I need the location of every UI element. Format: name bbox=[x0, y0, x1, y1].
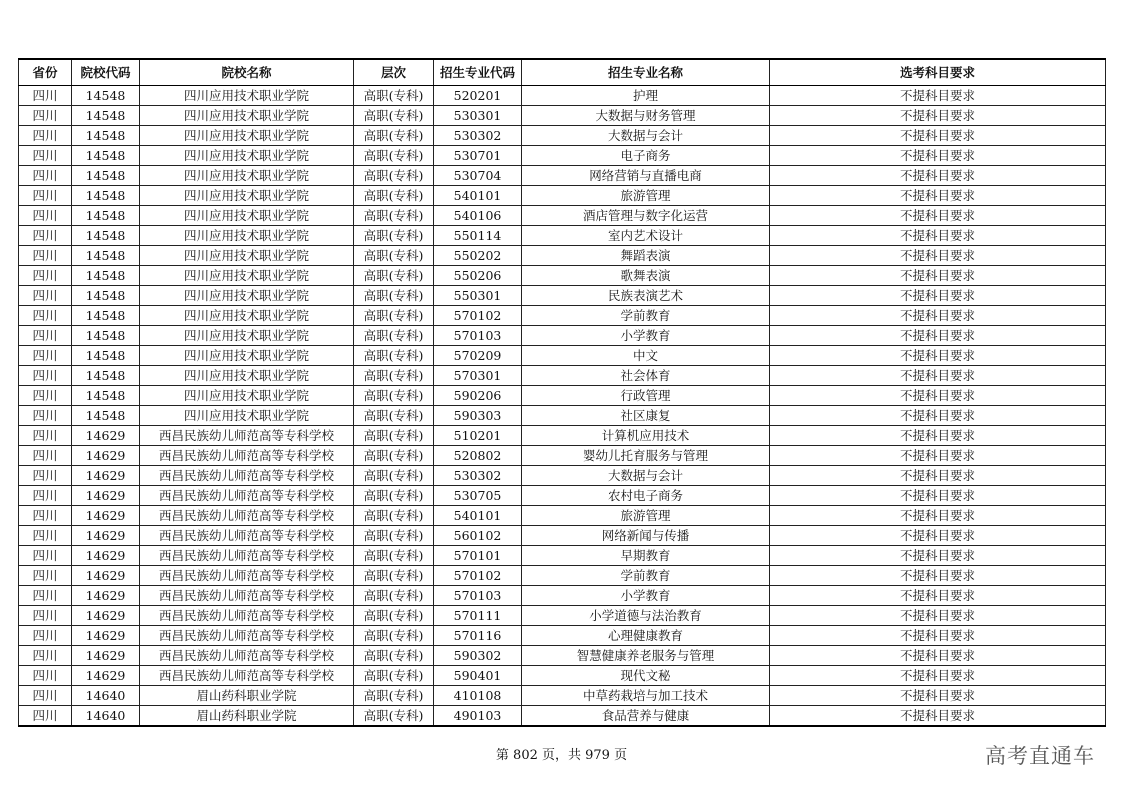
cell-province: 四川 bbox=[19, 86, 72, 106]
cell-school-code: 14629 bbox=[72, 486, 140, 506]
admission-table bbox=[18, 58, 1106, 727]
cell-school-code: 14548 bbox=[72, 386, 140, 406]
cell-school-code: 14548 bbox=[72, 286, 140, 306]
cell-major-code: 570103 bbox=[434, 326, 522, 346]
cell-major-code: 570116 bbox=[434, 626, 522, 646]
cell-school-code: 14640 bbox=[72, 706, 140, 727]
cell-subject-requirement: 不提科目要求 bbox=[770, 346, 1106, 366]
cell-school-name: 四川应用技术职业学院 bbox=[140, 366, 354, 386]
cell-school-name: 四川应用技术职业学院 bbox=[140, 266, 354, 286]
table-row bbox=[19, 206, 1106, 226]
table-row bbox=[19, 426, 1106, 446]
cell-major-code: 570209 bbox=[434, 346, 522, 366]
cell-subject-requirement: 不提科目要求 bbox=[770, 406, 1106, 426]
cell-school-code: 14629 bbox=[72, 586, 140, 606]
cell-province: 四川 bbox=[19, 286, 72, 306]
cell-province: 四川 bbox=[19, 706, 72, 727]
cell-school-name: 西昌民族幼儿师范高等专科学校 bbox=[140, 506, 354, 526]
cell-school-code: 14548 bbox=[72, 106, 140, 126]
table-row bbox=[19, 646, 1106, 666]
cell-school-code: 14548 bbox=[72, 306, 140, 326]
cell-major-code: 570111 bbox=[434, 606, 522, 626]
cell-major-code: 540101 bbox=[434, 506, 522, 526]
cell-major-code: 510201 bbox=[434, 426, 522, 446]
cell-level: 高职(专科) bbox=[354, 106, 434, 126]
cell-province: 四川 bbox=[19, 146, 72, 166]
cell-school-name: 四川应用技术职业学院 bbox=[140, 346, 354, 366]
cell-school-name: 眉山药科职业学院 bbox=[140, 706, 354, 727]
cell-major-code: 570301 bbox=[434, 366, 522, 386]
table-row bbox=[19, 706, 1106, 727]
cell-major-name: 民族表演艺术 bbox=[522, 286, 770, 306]
cell-level: 高职(专科) bbox=[354, 646, 434, 666]
cell-school-name: 西昌民族幼儿师范高等专科学校 bbox=[140, 626, 354, 646]
cell-major-code: 530302 bbox=[434, 126, 522, 146]
cell-level: 高职(专科) bbox=[354, 266, 434, 286]
cell-major-name: 计算机应用技术 bbox=[522, 426, 770, 446]
cell-major-name: 网络新闻与传播 bbox=[522, 526, 770, 546]
cell-school-name: 西昌民族幼儿师范高等专科学校 bbox=[140, 486, 354, 506]
cell-province: 四川 bbox=[19, 326, 72, 346]
table-row bbox=[19, 486, 1106, 506]
cell-major-name: 食品营养与健康 bbox=[522, 706, 770, 727]
cell-school-name: 四川应用技术职业学院 bbox=[140, 226, 354, 246]
cell-level: 高职(专科) bbox=[354, 166, 434, 186]
table-row bbox=[19, 446, 1106, 466]
cell-school-name: 西昌民族幼儿师范高等专科学校 bbox=[140, 546, 354, 566]
cell-school-name: 四川应用技术职业学院 bbox=[140, 166, 354, 186]
cell-major-name: 早期教育 bbox=[522, 546, 770, 566]
cell-school-name: 西昌民族幼儿师范高等专科学校 bbox=[140, 586, 354, 606]
cell-major-code: 540106 bbox=[434, 206, 522, 226]
cell-level: 高职(专科) bbox=[354, 686, 434, 706]
cell-level: 高职(专科) bbox=[354, 246, 434, 266]
cell-level: 高职(专科) bbox=[354, 406, 434, 426]
cell-major-name: 心理健康教育 bbox=[522, 626, 770, 646]
cell-major-code: 560102 bbox=[434, 526, 522, 546]
cell-major-code: 590401 bbox=[434, 666, 522, 686]
cell-major-name: 护理 bbox=[522, 86, 770, 106]
cell-level: 高职(专科) bbox=[354, 466, 434, 486]
cell-level: 高职(专科) bbox=[354, 486, 434, 506]
cell-major-code: 570103 bbox=[434, 586, 522, 606]
cell-level: 高职(专科) bbox=[354, 706, 434, 727]
cell-school-name: 西昌民族幼儿师范高等专科学校 bbox=[140, 606, 354, 626]
cell-major-name: 大数据与财务管理 bbox=[522, 106, 770, 126]
cell-level: 高职(专科) bbox=[354, 86, 434, 106]
cell-province: 四川 bbox=[19, 566, 72, 586]
cell-province: 四川 bbox=[19, 486, 72, 506]
cell-major-code: 550114 bbox=[434, 226, 522, 246]
cell-subject-requirement: 不提科目要求 bbox=[770, 446, 1106, 466]
cell-major-code: 590206 bbox=[434, 386, 522, 406]
cell-major-name: 室内艺术设计 bbox=[522, 226, 770, 246]
cell-school-code: 14548 bbox=[72, 326, 140, 346]
cell-school-code: 14629 bbox=[72, 626, 140, 646]
cell-province: 四川 bbox=[19, 586, 72, 606]
cell-school-name: 西昌民族幼儿师范高等专科学校 bbox=[140, 446, 354, 466]
cell-major-name: 大数据与会计 bbox=[522, 466, 770, 486]
table-row bbox=[19, 566, 1106, 586]
header-school-code: 院校代码 bbox=[72, 59, 140, 86]
cell-subject-requirement: 不提科目要求 bbox=[770, 526, 1106, 546]
cell-major-name: 歌舞表演 bbox=[522, 266, 770, 286]
table-row bbox=[19, 386, 1106, 406]
watermark-logo: 高考直通车 bbox=[985, 744, 1095, 768]
cell-major-name: 学前教育 bbox=[522, 306, 770, 326]
cell-school-code: 14548 bbox=[72, 186, 140, 206]
cell-school-code: 14629 bbox=[72, 426, 140, 446]
cell-school-code: 14548 bbox=[72, 166, 140, 186]
cell-subject-requirement: 不提科目要求 bbox=[770, 546, 1106, 566]
cell-province: 四川 bbox=[19, 426, 72, 446]
cell-major-name: 小学教育 bbox=[522, 326, 770, 346]
cell-school-code: 14548 bbox=[72, 206, 140, 226]
cell-major-code: 590303 bbox=[434, 406, 522, 426]
cell-school-name: 四川应用技术职业学院 bbox=[140, 126, 354, 146]
table-row bbox=[19, 606, 1106, 626]
table-row bbox=[19, 326, 1106, 346]
cell-school-name: 四川应用技术职业学院 bbox=[140, 206, 354, 226]
cell-school-code: 14548 bbox=[72, 226, 140, 246]
cell-major-code: 570102 bbox=[434, 566, 522, 586]
table-row bbox=[19, 466, 1106, 486]
cell-province: 四川 bbox=[19, 666, 72, 686]
cell-major-code: 520802 bbox=[434, 446, 522, 466]
cell-level: 高职(专科) bbox=[354, 186, 434, 206]
cell-subject-requirement: 不提科目要求 bbox=[770, 626, 1106, 646]
cell-major-name: 旅游管理 bbox=[522, 506, 770, 526]
cell-major-name: 中草药栽培与加工技术 bbox=[522, 686, 770, 706]
cell-subject-requirement: 不提科目要求 bbox=[770, 366, 1106, 386]
table-row bbox=[19, 186, 1106, 206]
cell-major-name: 大数据与会计 bbox=[522, 126, 770, 146]
cell-school-code: 14640 bbox=[72, 686, 140, 706]
cell-subject-requirement: 不提科目要求 bbox=[770, 126, 1106, 146]
cell-major-name: 农村电子商务 bbox=[522, 486, 770, 506]
cell-major-name: 酒店管理与数字化运营 bbox=[522, 206, 770, 226]
cell-level: 高职(专科) bbox=[354, 146, 434, 166]
cell-school-code: 14629 bbox=[72, 506, 140, 526]
cell-school-code: 14548 bbox=[72, 126, 140, 146]
cell-school-code: 14548 bbox=[72, 346, 140, 366]
table-row bbox=[19, 86, 1106, 106]
cell-school-name: 四川应用技术职业学院 bbox=[140, 386, 354, 406]
cell-school-name: 四川应用技术职业学院 bbox=[140, 186, 354, 206]
cell-major-name: 中文 bbox=[522, 346, 770, 366]
cell-school-code: 14629 bbox=[72, 606, 140, 626]
cell-level: 高职(专科) bbox=[354, 386, 434, 406]
cell-province: 四川 bbox=[19, 186, 72, 206]
cell-major-code: 530701 bbox=[434, 146, 522, 166]
table-row bbox=[19, 666, 1106, 686]
cell-school-code: 14548 bbox=[72, 246, 140, 266]
cell-subject-requirement: 不提科目要求 bbox=[770, 246, 1106, 266]
table-row bbox=[19, 126, 1106, 146]
cell-major-code: 570101 bbox=[434, 546, 522, 566]
cell-level: 高职(专科) bbox=[354, 286, 434, 306]
header-row bbox=[19, 59, 1106, 86]
table-row bbox=[19, 166, 1106, 186]
cell-major-name: 小学教育 bbox=[522, 586, 770, 606]
cell-school-code: 14629 bbox=[72, 566, 140, 586]
table-body bbox=[19, 86, 1106, 727]
cell-major-name: 旅游管理 bbox=[522, 186, 770, 206]
cell-major-code: 550301 bbox=[434, 286, 522, 306]
cell-level: 高职(专科) bbox=[354, 426, 434, 446]
cell-province: 四川 bbox=[19, 446, 72, 466]
cell-subject-requirement: 不提科目要求 bbox=[770, 206, 1106, 226]
header-school-name: 院校名称 bbox=[140, 59, 354, 86]
table-row bbox=[19, 226, 1106, 246]
table-row bbox=[19, 626, 1106, 646]
cell-major-name: 学前教育 bbox=[522, 566, 770, 586]
cell-province: 四川 bbox=[19, 166, 72, 186]
cell-level: 高职(专科) bbox=[354, 506, 434, 526]
cell-major-name: 舞蹈表演 bbox=[522, 246, 770, 266]
cell-major-code: 410108 bbox=[434, 686, 522, 706]
cell-school-name: 四川应用技术职业学院 bbox=[140, 286, 354, 306]
cell-major-name: 婴幼儿托育服务与管理 bbox=[522, 446, 770, 466]
cell-school-code: 14629 bbox=[72, 646, 140, 666]
cell-school-code: 14629 bbox=[72, 526, 140, 546]
cell-level: 高职(专科) bbox=[354, 346, 434, 366]
cell-subject-requirement: 不提科目要求 bbox=[770, 606, 1106, 626]
cell-province: 四川 bbox=[19, 606, 72, 626]
cell-level: 高职(专科) bbox=[354, 666, 434, 686]
cell-school-name: 西昌民族幼儿师范高等专科学校 bbox=[140, 646, 354, 666]
cell-school-name: 西昌民族幼儿师范高等专科学校 bbox=[140, 566, 354, 586]
cell-major-name: 现代文秘 bbox=[522, 666, 770, 686]
cell-subject-requirement: 不提科目要求 bbox=[770, 386, 1106, 406]
cell-school-name: 四川应用技术职业学院 bbox=[140, 306, 354, 326]
cell-province: 四川 bbox=[19, 386, 72, 406]
cell-subject-requirement: 不提科目要求 bbox=[770, 286, 1106, 306]
cell-level: 高职(专科) bbox=[354, 546, 434, 566]
cell-level: 高职(专科) bbox=[354, 366, 434, 386]
cell-school-code: 14548 bbox=[72, 266, 140, 286]
cell-level: 高职(专科) bbox=[354, 306, 434, 326]
cell-school-name: 四川应用技术职业学院 bbox=[140, 246, 354, 266]
cell-province: 四川 bbox=[19, 526, 72, 546]
table-row bbox=[19, 106, 1106, 126]
cell-school-name: 西昌民族幼儿师范高等专科学校 bbox=[140, 666, 354, 686]
table-row bbox=[19, 686, 1106, 706]
cell-level: 高职(专科) bbox=[354, 586, 434, 606]
table-row bbox=[19, 586, 1106, 606]
cell-school-name: 西昌民族幼儿师范高等专科学校 bbox=[140, 426, 354, 446]
table-row bbox=[19, 246, 1106, 266]
header-level: 层次 bbox=[354, 59, 434, 86]
cell-province: 四川 bbox=[19, 126, 72, 146]
cell-subject-requirement: 不提科目要求 bbox=[770, 326, 1106, 346]
cell-province: 四川 bbox=[19, 626, 72, 646]
cell-major-code: 520201 bbox=[434, 86, 522, 106]
page-number: 第 802 页，共 979 页 bbox=[495, 748, 628, 763]
table-row bbox=[19, 546, 1106, 566]
table-row bbox=[19, 266, 1106, 286]
cell-subject-requirement: 不提科目要求 bbox=[770, 486, 1106, 506]
table-row bbox=[19, 346, 1106, 366]
cell-subject-requirement: 不提科目要求 bbox=[770, 166, 1106, 186]
cell-subject-requirement: 不提科目要求 bbox=[770, 666, 1106, 686]
cell-subject-requirement: 不提科目要求 bbox=[770, 686, 1106, 706]
cell-school-name: 四川应用技术职业学院 bbox=[140, 406, 354, 426]
cell-subject-requirement: 不提科目要求 bbox=[770, 426, 1106, 446]
cell-major-name: 社会体育 bbox=[522, 366, 770, 386]
cell-school-code: 14548 bbox=[72, 146, 140, 166]
cell-school-code: 14548 bbox=[72, 406, 140, 426]
cell-major-code: 540101 bbox=[434, 186, 522, 206]
cell-subject-requirement: 不提科目要求 bbox=[770, 466, 1106, 486]
cell-major-code: 530301 bbox=[434, 106, 522, 126]
header-major-name: 招生专业名称 bbox=[522, 59, 770, 86]
table-row bbox=[19, 526, 1106, 546]
cell-school-code: 14548 bbox=[72, 366, 140, 386]
cell-level: 高职(专科) bbox=[354, 606, 434, 626]
cell-level: 高职(专科) bbox=[354, 626, 434, 646]
cell-major-code: 550202 bbox=[434, 246, 522, 266]
table-row bbox=[19, 146, 1106, 166]
header-province: 省份 bbox=[19, 59, 72, 86]
cell-school-name: 西昌民族幼儿师范高等专科学校 bbox=[140, 466, 354, 486]
cell-level: 高职(专科) bbox=[354, 326, 434, 346]
table-header bbox=[19, 59, 1106, 86]
cell-school-code: 14629 bbox=[72, 446, 140, 466]
cell-subject-requirement: 不提科目要求 bbox=[770, 506, 1106, 526]
cell-school-code: 14548 bbox=[72, 86, 140, 106]
cell-subject-requirement: 不提科目要求 bbox=[770, 266, 1106, 286]
cell-major-code: 490103 bbox=[434, 706, 522, 727]
cell-level: 高职(专科) bbox=[354, 446, 434, 466]
cell-province: 四川 bbox=[19, 406, 72, 426]
header-subject-requirement: 选考科目要求 bbox=[770, 59, 1106, 86]
cell-major-name: 网络营销与直播电商 bbox=[522, 166, 770, 186]
cell-major-name: 小学道德与法治教育 bbox=[522, 606, 770, 626]
cell-level: 高职(专科) bbox=[354, 526, 434, 546]
table-row bbox=[19, 306, 1106, 326]
cell-school-name: 四川应用技术职业学院 bbox=[140, 86, 354, 106]
cell-subject-requirement: 不提科目要求 bbox=[770, 106, 1106, 126]
cell-province: 四川 bbox=[19, 686, 72, 706]
cell-school-name: 四川应用技术职业学院 bbox=[140, 106, 354, 126]
cell-province: 四川 bbox=[19, 266, 72, 286]
cell-school-code: 14629 bbox=[72, 466, 140, 486]
table-row bbox=[19, 366, 1106, 386]
cell-province: 四川 bbox=[19, 366, 72, 386]
cell-major-code: 570102 bbox=[434, 306, 522, 326]
cell-major-name: 社区康复 bbox=[522, 406, 770, 426]
cell-subject-requirement: 不提科目要求 bbox=[770, 646, 1106, 666]
cell-province: 四川 bbox=[19, 466, 72, 486]
cell-major-code: 590302 bbox=[434, 646, 522, 666]
cell-province: 四川 bbox=[19, 206, 72, 226]
cell-subject-requirement: 不提科目要求 bbox=[770, 86, 1106, 106]
cell-subject-requirement: 不提科目要求 bbox=[770, 706, 1106, 727]
cell-province: 四川 bbox=[19, 346, 72, 366]
cell-level: 高职(专科) bbox=[354, 566, 434, 586]
cell-subject-requirement: 不提科目要求 bbox=[770, 306, 1106, 326]
cell-major-name: 智慧健康养老服务与管理 bbox=[522, 646, 770, 666]
cell-province: 四川 bbox=[19, 306, 72, 326]
cell-school-name: 四川应用技术职业学院 bbox=[140, 326, 354, 346]
cell-subject-requirement: 不提科目要求 bbox=[770, 146, 1106, 166]
cell-school-code: 14629 bbox=[72, 546, 140, 566]
cell-school-name: 西昌民族幼儿师范高等专科学校 bbox=[140, 526, 354, 546]
cell-major-code: 530302 bbox=[434, 466, 522, 486]
cell-province: 四川 bbox=[19, 506, 72, 526]
cell-major-code: 530705 bbox=[434, 486, 522, 506]
cell-major-code: 550206 bbox=[434, 266, 522, 286]
cell-subject-requirement: 不提科目要求 bbox=[770, 566, 1106, 586]
cell-major-code: 530704 bbox=[434, 166, 522, 186]
cell-province: 四川 bbox=[19, 246, 72, 266]
header-major-code: 招生专业代码 bbox=[434, 59, 522, 86]
cell-level: 高职(专科) bbox=[354, 126, 434, 146]
cell-subject-requirement: 不提科目要求 bbox=[770, 186, 1106, 206]
cell-major-name: 电子商务 bbox=[522, 146, 770, 166]
cell-province: 四川 bbox=[19, 226, 72, 246]
cell-level: 高职(专科) bbox=[354, 226, 434, 246]
cell-province: 四川 bbox=[19, 646, 72, 666]
cell-province: 四川 bbox=[19, 546, 72, 566]
cell-school-code: 14629 bbox=[72, 666, 140, 686]
cell-school-name: 四川应用技术职业学院 bbox=[140, 146, 354, 166]
table-row bbox=[19, 286, 1106, 306]
cell-province: 四川 bbox=[19, 106, 72, 126]
table-row bbox=[19, 406, 1106, 426]
cell-major-name: 行政管理 bbox=[522, 386, 770, 406]
cell-level: 高职(专科) bbox=[354, 206, 434, 226]
cell-school-name: 眉山药科职业学院 bbox=[140, 686, 354, 706]
table-row bbox=[19, 506, 1106, 526]
cell-subject-requirement: 不提科目要求 bbox=[770, 226, 1106, 246]
cell-subject-requirement: 不提科目要求 bbox=[770, 586, 1106, 606]
